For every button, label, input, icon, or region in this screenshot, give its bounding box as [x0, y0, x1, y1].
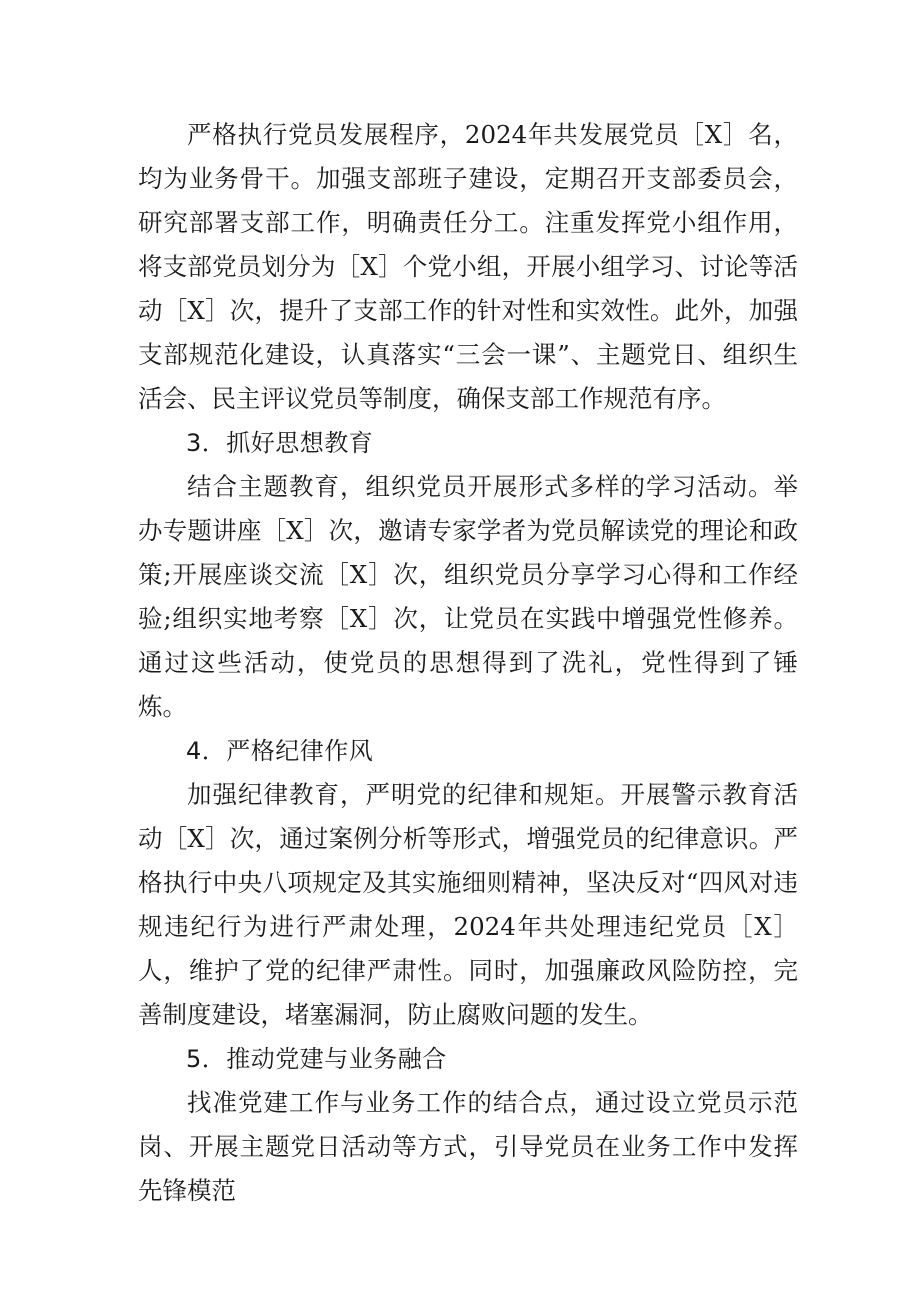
heading-discipline: 4．严格纪律作风 [186, 737, 374, 765]
document-body [138, 113, 798, 1213]
paragraph-party-development: 严格执行党员发展程序，2024年共发展党员［X］名，均为业务骨干。加强支部班子建设，定期召开支部委员会，研究部署支部工作，明确责任分工。注重发挥党小组作用，将支部党员划分为［X］个党小组，开展小组学习、讨论等活动［X］次，提升了支部工作的针对性和实效性。此外，加强支部规范化建设，认真落实“三会一课”、主题党日、组织生活会、民主评议党员等制度，确保支部工作规范有序。 [138, 120, 798, 413]
paragraph-ideological-education: 结合主题教育，组织党员开展形式多样的学习活动。举办专题讲座［X］次，邀请专家学者为党员解读党的理论和政策;开展座谈交流［X］次，组织党员分享学习心得和工作经验;组织实地考察［X］次，让党员在实践中增强党性修养。通过这些活动，使党员的思想得到了洗礼，党性得到了锤炼。 [138, 472, 798, 721]
paragraph-discipline: 加强纪律教育，严明党的纪律和规矩。开展警示教育活动［X］次，通过案例分析等形式，增强党员的纪律意识。严格执行中央八项规定及其实施细则精神，坚决反对“四风对违规违纪行为进行严肃处理，2024年共处理违纪党员［X］人，维护了党的纪律严肃性。同时，加强廉政风险防控，完善制度建设，堵塞漏洞，防止腐败问题的发生。 [138, 780, 798, 1029]
heading-ideological-education: 3．抓好思想教育 [186, 429, 374, 457]
heading-party-business-integration: 5．推动党建与业务融合 [186, 1045, 447, 1073]
paragraph-party-business-integration: 找准党建工作与业务工作的结合点，通过设立党员示范岗、开展主题党日活动等方式，引导党员在业务工作中发挥先锋模范 [138, 1088, 798, 1205]
